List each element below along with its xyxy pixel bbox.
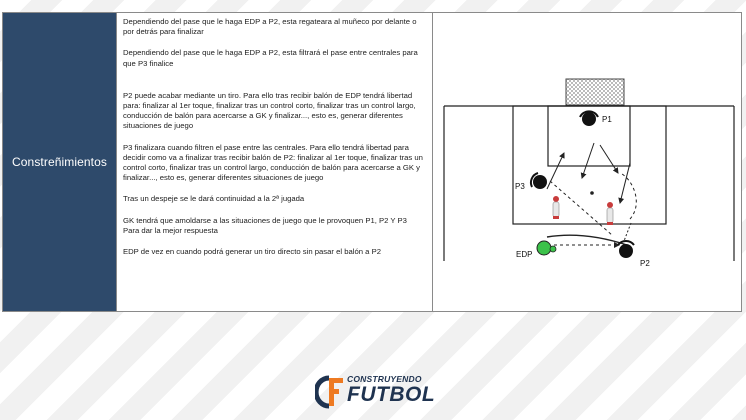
paragraph-5: Tras un despeje se le dará continuidad a la 2ª jugada <box>123 194 305 204</box>
mannequin-right <box>607 202 613 225</box>
goal-net <box>566 79 624 105</box>
shot-line <box>624 223 631 241</box>
edp-run-line <box>547 235 627 245</box>
construyendo-futbol-logo <box>315 372 435 412</box>
run-line-p1 <box>582 143 594 178</box>
label-p3: P3 <box>515 182 525 191</box>
logo-top-text: CONSTRUYENDO <box>347 374 422 384</box>
description-cell <box>117 13 433 311</box>
player-p3 <box>515 173 547 191</box>
player-edp <box>516 241 556 259</box>
paragraph-3: P2 puede acabar mediante un tiro. Para ello tras recibir balón de EDP tendrá libertad para: finalizar al 1er toque, finalizar tras un control corto, finalizar tras un control largo, conducción de balón para acercarse a GK y finalizar..., esto es, generar diferentes situaciones de juego <box>123 90 416 131</box>
run-line-p1-b <box>600 145 618 173</box>
label-p1: P1 <box>602 115 612 124</box>
logo-main-text: FUTBOL <box>347 383 436 406</box>
paragraph-1: Dependiendo del pase que le haga EDP a P2, esta regateara al muñeco por delante o por detrás para finalizar <box>123 17 417 37</box>
paragraph-6: GK tendrá que amoldarse a las situaciones de juego que le provoquen P1, P2 Y P3 <box>123 215 407 225</box>
player-p1 <box>580 111 612 126</box>
logo-mark-icon <box>315 374 347 410</box>
paragraph-4: P3 finalizara cuando filtren el pase entre las centrales. Para ello tendrá libertad para decidir como va a finalizar tras recibir balón de P2: finalizar al 1er toque, finalizar tras un control corto, finalizar tras un control largo, conducción de balón para acercarse a GK y finalizar..., esto es, generar diferentes situaciones de juego <box>123 142 423 183</box>
section-label-cell <box>3 13 117 311</box>
run-line-p3 <box>547 153 564 189</box>
section-label: Constreñimientos <box>12 155 107 169</box>
label-edp: EDP <box>516 250 533 259</box>
ball <box>590 191 594 195</box>
paragraph-8: EDP de vez en cuando podrá generar un tiro directo sin pasar el balón a P2 <box>123 247 381 257</box>
paragraph-2: Dependiendo del pase que le haga EDP a P2, esta filtrará el pase entre centrales para que P3 finalice <box>123 48 418 68</box>
mannequin-left <box>553 196 559 219</box>
label-p2: P2 <box>640 259 650 268</box>
dribble-path <box>620 173 636 219</box>
pitch-diagram <box>434 13 741 311</box>
constraints-table <box>2 12 742 312</box>
run-line-center <box>620 163 630 203</box>
tactical-diagram <box>434 13 741 311</box>
player-p2 <box>618 241 650 268</box>
paragraph-7: Para dar la mejor respuesta <box>123 225 218 235</box>
